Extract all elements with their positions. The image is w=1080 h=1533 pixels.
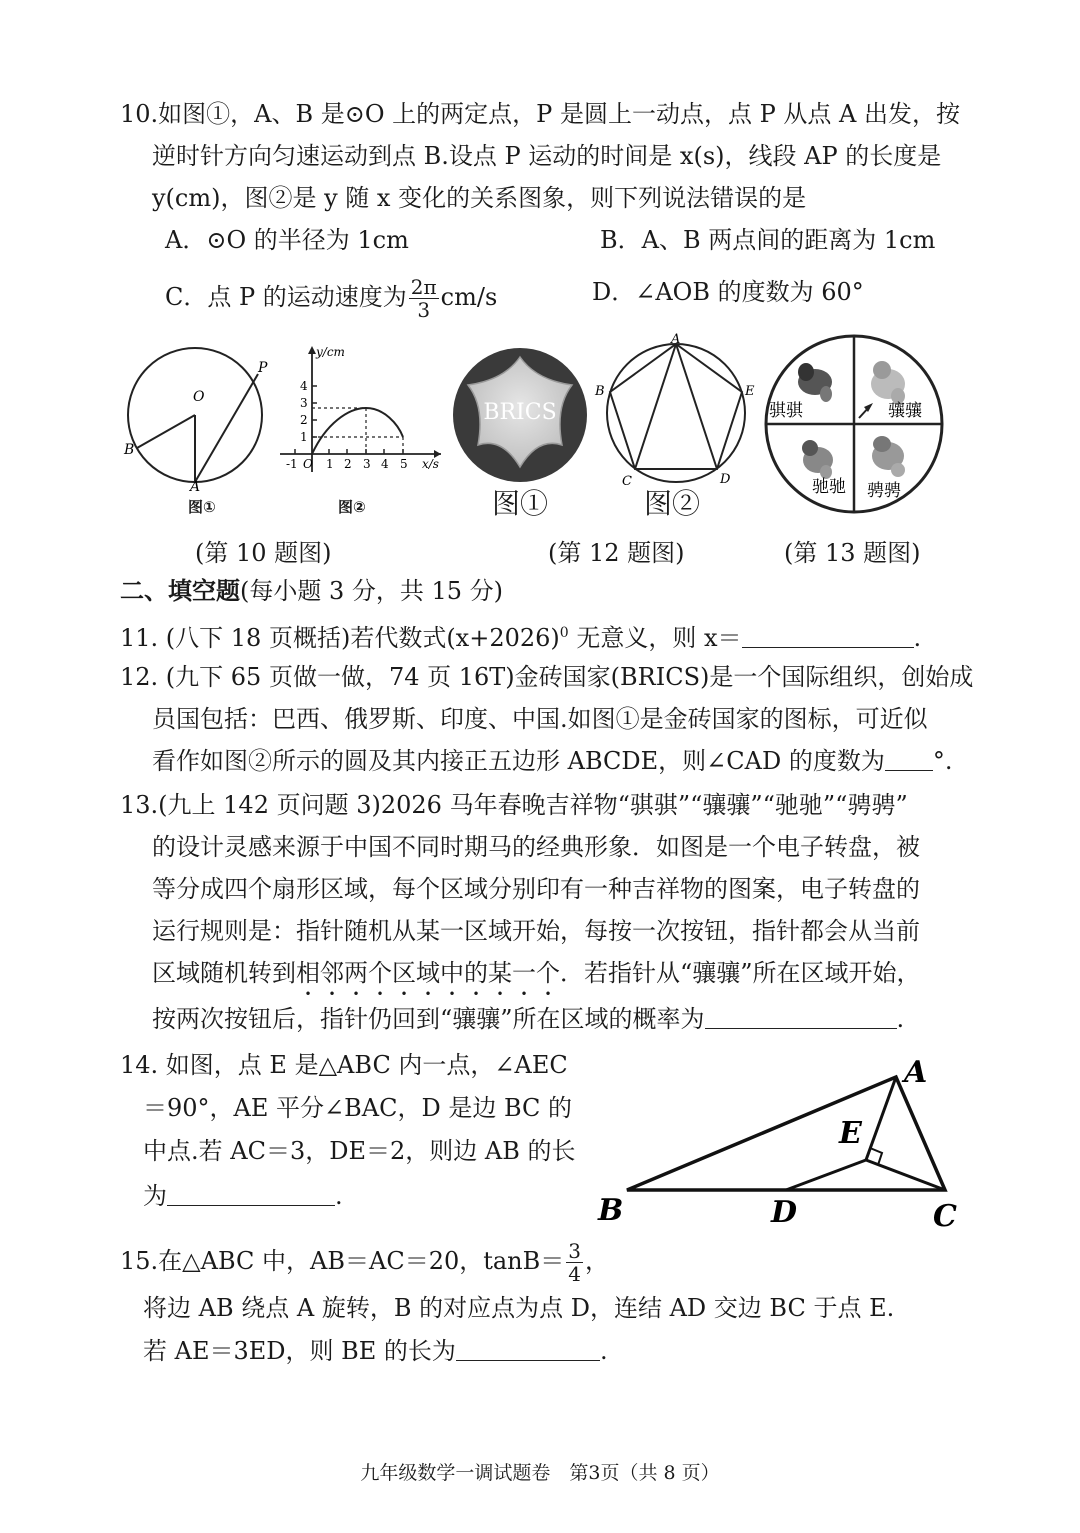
xtick: O [303,457,313,471]
q14-line2: ＝90°，AE 平分∠BAC，D 是边 BC 的 [143,1094,573,1122]
vertex-e: E [839,1116,862,1151]
vertex-b: B [595,384,605,399]
q14-line3: 中点.若 AC＝3，DE＝2，则边 AB 的长 [143,1137,576,1165]
answer-blank[interactable] [885,748,933,771]
q14-line1: 14. 如图，点 E 是△ABC 内一点，∠AEC [120,1051,568,1079]
answer-blank[interactable] [742,625,914,648]
brics-logo-text: BRICS [483,400,557,425]
ytick: 3 [300,396,308,410]
q10-option-a: A．⊙O 的半径为 1cm [165,226,409,254]
mascot-name-xiangxiang: 骧骧 [888,401,922,421]
ytick: 2 [300,413,308,427]
q10-option-d: D．∠AOB 的度数为 60° [592,278,864,306]
q13-line6: 按两次按钮后，指针仍回到“骧骧”所在区域的概率为 . [152,1005,905,1033]
label-o: O [193,389,205,405]
q15-line2: 将边 AB 绕点 A 旋转，B 的对应点为点 D，连结 AD 交边 BC 于点 E. [143,1294,895,1322]
mascot-name-qiqi: 骐骐 [769,401,803,421]
fig10-label-2: 图② [338,498,366,516]
vertex-c: C [933,1199,957,1234]
fig12-label-2: 图② [644,487,701,520]
q12-line1: 12. (九下 65 页做一做，74 页 16T)金砖国家(BRICS)是一个国际组织，创始成 [120,663,974,691]
graph-xlabel: x/s [422,457,439,471]
figure10-circle [115,335,275,495]
label-a: A [190,479,201,495]
ytick: 4 [300,379,308,393]
q10-option-b: B．A、B 两点间的距离为 1cm [600,226,936,254]
mascot-chichi-icon [802,440,833,479]
q11: 11. (八下 18 页概括)若代数式$(x+2026)^0$ 无意义，则 x＝ . [120,624,922,652]
q14-line4: 为 . [143,1182,343,1210]
xtick: 3 [363,457,371,471]
vertex-a: A [904,1055,928,1090]
q10-line2: 逆时针方向匀速运动到点 B.设点 P 运动的时间是 x(s)，线段 AP 的长度是 [152,142,942,170]
figure13-spinner [760,332,950,522]
mascot-qiqi-icon [798,363,832,402]
q13-line2: 的设计灵感来源于中国不同时期马的经典形象．如图是一个电子转盘，被 [152,833,920,861]
label-p: P [258,360,268,376]
mascot-name-chichi: 驰驰 [812,477,846,497]
vertex-b: B [598,1193,624,1228]
xtick: 1 [326,457,334,471]
page-footer: 九年级数学一调试题卷 第3页（共 8 页） [360,1462,720,1484]
q15-line1: 15.在△ABC 中，AB＝AC＝20，tanB＝ $\frac{3}{4}$ ， [120,1239,610,1286]
answer-blank[interactable] [167,1183,335,1206]
mascot-xiangxiang-icon [871,361,905,404]
section2-heading [120,575,503,607]
q10-option-c: C．点 P 的运动速度为 $\frac{2\pi}{3}$ cm/s [165,275,498,322]
brics-logo-figure [450,345,590,485]
q13-line5: 区域随机转到相邻两个区域中的某一个．若指针从“骧骧”所在区域开始， [152,959,921,987]
q12-line2: 员国包括：巴西、俄罗斯、印度、中国.如图①是金砖国家的图标，可近似 [152,705,928,733]
answer-blank[interactable] [456,1338,600,1361]
q10-line1: 10.如图①，A、B 是⊙O 上的两定点，P 是圆上一动点，点 P 从点 A 出发，按 [120,100,960,128]
vertex-e: E [745,384,755,399]
q12-line3: 看作如图②所示的圆及其内接正五边形 ABCDE，则∠CAD 的度数为 °. [152,747,953,775]
mascot-chengcheng-icon [872,436,905,477]
q13-line3: 等分成四个扇形区域，每个区域分别印有一种吉祥物的图案，电子转盘的 [152,875,920,903]
fraction: $\frac{2\pi}{3}$ [410,275,437,322]
fraction: $\frac{3}{4}$ [568,1239,582,1286]
vertex-d: D [720,472,731,487]
caption-q12: (第 12 题图) [548,539,685,567]
caption-q13: (第 13 题图) [784,539,921,567]
q13-line4: 运行规则是：指针随机从某一区域开始，每按一次按钮，指针都会从当前 [152,917,920,945]
section2-note: (每小题 3 分，共 15 分) [240,577,504,605]
q10-line3: y(cm)，图②是 y 随 x 变化的关系图象，则下列说法错误的是 [152,184,807,212]
vertex-a: A [671,333,681,347]
figure12-pentagon [592,333,767,493]
answer-blank[interactable] [705,1006,897,1029]
mascot-name-chengcheng: 骋骋 [867,481,901,501]
xtick: 4 [381,457,389,471]
section2-title: 二、填空题 [120,577,240,605]
q13-line1: 13.(九上 142 页问题 3)2026 马年春晚吉祥物“骐骐”“骧骧”“驰驰”“骋骋” [120,791,908,819]
figure14-triangle [590,1050,970,1240]
vertex-d: D [771,1195,798,1230]
vertex-c: C [622,474,632,489]
xtick: 5 [400,457,408,471]
q15-line3: 若 AE＝3ED，则 BE 的长为 . [143,1337,608,1365]
xtick: -1 [286,457,298,471]
caption-q10: (第 10 题图) [195,539,332,567]
emphasized-phrase: 相邻两个区域中的某一个 [296,959,560,987]
xtick: 2 [344,457,352,471]
fig10-label-1: 图① [188,498,216,516]
graph-ylabel: y/cm [316,345,345,359]
label-b: B [124,442,135,458]
figure10-graph [276,342,446,477]
ytick: 1 [300,430,308,444]
fig12-label-1: 图① [492,487,549,520]
